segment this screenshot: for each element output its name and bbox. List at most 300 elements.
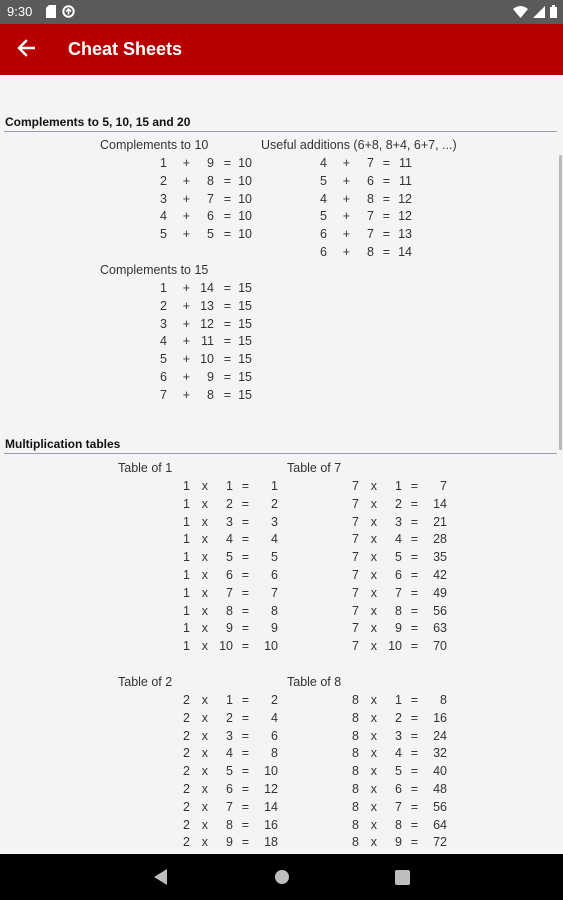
operator: x [370,799,377,814]
equals-sign: = [410,799,418,814]
equals-sign: = [410,746,418,761]
result: 2 [271,496,278,511]
operand-b: 7 [367,209,374,224]
equals-sign: = [223,370,231,384]
operand-b: 2 [395,496,402,511]
result: 5 [271,550,278,565]
equation-row [100,299,400,317]
result: 1 [271,479,278,493]
operator: x [201,585,208,600]
operand-a: 1 [160,156,167,170]
result: 14 [433,496,447,511]
operator: + [182,281,190,295]
equals-sign: = [223,173,231,188]
nav-back-button[interactable] [151,867,171,887]
operator: + [182,156,190,170]
result: 32 [433,746,447,761]
equals-sign: = [410,639,418,654]
nav-recents-button[interactable] [392,867,412,887]
operand-a: 2 [160,173,167,188]
equals-sign: = [382,173,390,188]
operand-b: 6 [226,782,233,796]
result: 12 [398,191,412,206]
equation-row [287,550,563,568]
equals-sign: = [241,585,249,600]
equals-sign: = [410,782,418,796]
result: 7 [440,479,447,493]
result: 10 [238,209,252,224]
equation-row [100,317,400,335]
operator: x [201,603,208,618]
equals-sign: = [223,209,231,224]
equals-sign: = [223,156,231,170]
operand-b: 2 [226,496,233,511]
equals-sign: = [241,532,249,547]
operand-b: 7 [226,799,233,814]
equals-sign: = [410,568,418,582]
equation-row [287,639,563,657]
operand-a: 6 [320,227,327,242]
result: 49 [433,585,447,600]
page-title: Cheat Sheets [68,39,183,59]
operand-a: 1 [183,550,190,565]
result: 28 [433,532,447,547]
result: 63 [433,621,447,636]
operand-a: 3 [160,316,167,331]
result: 4 [271,710,278,725]
operator: x [201,799,208,814]
equals-sign: = [410,764,418,779]
result: 10 [238,227,252,242]
operand-b: 3 [226,514,233,529]
equals-sign: = [223,281,231,295]
table-title: Table of 8 [287,675,342,689]
equals-sign: = [241,835,249,850]
result: 8 [271,603,278,618]
scrollbar[interactable] [559,155,562,450]
equals-sign: = [223,191,231,206]
operator: + [182,191,190,206]
operand-a: 4 [320,156,327,170]
operator: x [370,782,377,796]
operand-a: 8 [352,835,359,850]
operand-b: 5 [207,227,214,242]
result: 13 [398,227,412,242]
operand-a: 8 [352,799,359,814]
equals-sign: = [241,710,249,725]
operator: x [201,621,208,636]
operator: x [201,479,208,493]
operand-b: 1 [226,693,233,707]
operand-a: 5 [160,352,167,367]
equals-sign: = [410,693,418,707]
result: 15 [238,316,252,331]
equation-row [100,281,400,299]
table-title: Table of 7 [287,461,342,475]
wifi-icon [513,6,528,21]
operator: x [370,532,377,547]
operand-b: 13 [200,298,214,313]
operand-a: 7 [352,603,359,618]
equals-sign: = [410,496,418,511]
operator: + [342,191,350,206]
operator: x [201,782,208,796]
operand-b: 1 [395,693,402,707]
result: 15 [238,298,252,313]
result: 14 [398,245,412,259]
equals-sign: = [241,479,249,493]
operand-a: 7 [352,585,359,600]
operand-a: 8 [352,782,359,796]
result: 48 [433,782,447,796]
result: 9 [271,621,278,636]
equals-sign: = [410,621,418,636]
section-title-multiplication: Multiplication tables [5,437,121,451]
operand-b: 2 [395,710,402,725]
result: 70 [433,639,447,654]
operand-a: 7 [352,621,359,636]
operand-a: 1 [183,496,190,511]
result: 15 [238,334,252,349]
result: 8 [440,693,447,707]
operand-b: 10 [388,639,402,654]
equals-sign: = [410,710,418,725]
equals-sign: = [223,334,231,349]
result: 72 [433,835,447,850]
equation-row [287,693,563,711]
operand-b: 6 [226,568,233,582]
operator: x [370,550,377,565]
operand-b: 6 [207,209,214,224]
signal-icon [533,6,545,21]
operand-a: 1 [183,639,190,654]
result: 40 [433,764,447,779]
result: 42 [433,568,447,582]
equation-row [287,764,563,782]
operand-b: 5 [395,764,402,779]
equals-sign: = [410,550,418,565]
operand-b: 4 [395,532,402,547]
navigation-bar [0,854,563,900]
operand-a: 6 [160,370,167,384]
operand-b: 7 [207,191,214,206]
result: 3 [271,514,278,529]
operand-a: 2 [183,835,190,850]
operand-a: 4 [320,191,327,206]
result: 56 [433,603,447,618]
table-title: Complements to 10 [100,138,209,152]
sd-card-icon [46,5,56,21]
operator: x [370,639,377,654]
equals-sign: = [223,316,231,331]
data-saver-icon [62,5,75,21]
equals-sign: = [223,298,231,313]
result: 21 [433,514,447,529]
result: 11 [399,156,412,170]
equals-sign: = [410,479,418,493]
operand-a: 7 [160,387,167,402]
operator: x [201,568,208,582]
operator: x [201,693,208,707]
operand-b: 8 [207,173,214,188]
equals-sign: = [410,532,418,547]
result: 15 [238,281,252,295]
operator: + [182,209,190,224]
table-title: Complements to 15 [100,263,209,277]
equals-sign: = [410,514,418,529]
operator: x [370,693,377,707]
operand-b: 3 [395,728,402,743]
operand-b: 4 [226,532,233,547]
operand-b: 5 [226,550,233,565]
operand-a: 1 [183,603,190,618]
table-title: Table of 2 [118,675,173,689]
nav-home-icon [274,869,290,885]
equation-row [100,352,400,370]
result: 16 [264,817,278,832]
nav-home-button[interactable] [272,867,292,887]
equation-row [261,245,561,263]
app-bar [0,24,563,75]
operator: + [182,370,190,384]
operand-b: 12 [200,316,214,331]
operand-b: 1 [395,479,402,493]
operand-b: 6 [395,782,402,796]
equation-row [287,746,563,764]
operator: + [342,227,350,242]
operand-a: 2 [183,746,190,761]
nav-back-icon [154,869,168,885]
operand-a: 8 [352,746,359,761]
operator: x [370,514,377,529]
result: 10 [264,639,278,654]
equation-row [261,174,561,192]
operator: + [342,245,350,259]
operand-a: 1 [183,621,190,636]
operand-a: 1 [183,568,190,582]
operand-b: 5 [395,550,402,565]
operator: x [370,479,377,493]
operator: + [342,156,350,170]
operand-a: 8 [352,817,359,832]
operand-a: 7 [352,639,359,654]
operand-a: 2 [183,799,190,814]
result: 64 [433,817,447,832]
operand-b: 7 [226,585,233,600]
operator: x [370,817,377,832]
operand-a: 8 [352,728,359,743]
operator: + [342,173,350,188]
operand-a: 7 [352,479,359,493]
result: 6 [271,568,278,582]
equals-sign: = [241,514,249,529]
result: 11 [399,173,412,188]
operand-b: 9 [395,835,402,850]
status-bar [0,0,563,24]
battery-icon [550,5,557,21]
equation-row [287,497,563,515]
equals-sign: = [410,835,418,850]
operator: x [370,835,377,850]
operand-b: 8 [395,817,402,832]
equation-row [287,782,563,800]
nav-recents-icon [395,870,410,885]
operand-a: 1 [183,479,190,493]
operand-b: 8 [367,245,374,259]
operand-a: 1 [183,532,190,547]
equals-sign: = [410,728,418,743]
result: 6 [271,728,278,743]
equation-row [287,515,563,533]
equation-row [287,586,563,604]
operand-a: 2 [183,782,190,796]
operator: x [370,710,377,725]
operand-b: 7 [367,156,374,170]
operand-a: 6 [320,245,327,259]
result: 8 [271,746,278,761]
operand-b: 8 [207,387,214,402]
section-divider [4,131,557,132]
operand-b: 8 [226,603,233,618]
operand-b: 7 [367,227,374,242]
operand-b: 5 [226,764,233,779]
operator: x [370,621,377,636]
operator: + [182,227,190,242]
operand-b: 14 [200,281,214,295]
result: 56 [433,799,447,814]
equation-row [287,818,563,836]
equation-row [261,156,561,174]
operand-a: 2 [183,693,190,707]
result: 12 [398,209,412,224]
operator: x [370,568,377,582]
operator: x [201,496,208,511]
equation-row [287,532,563,550]
operand-a: 4 [160,209,167,224]
operand-a: 2 [160,298,167,313]
operand-b: 4 [226,746,233,761]
operand-b: 9 [226,621,233,636]
operand-a: 8 [352,710,359,725]
equation-row [287,835,563,853]
operand-a: 7 [352,496,359,511]
equals-sign: = [382,191,390,206]
operator: + [182,298,190,313]
result: 35 [433,550,447,565]
operator: x [370,728,377,743]
equals-sign: = [382,227,390,242]
equals-sign: = [241,568,249,582]
operator: x [201,514,208,529]
equation-row [287,604,563,622]
operator: x [201,550,208,565]
equals-sign: = [241,621,249,636]
back-button[interactable] [12,36,40,64]
result: 7 [271,585,278,600]
operand-b: 9 [207,156,214,170]
operand-b: 9 [207,370,214,384]
equation-row [287,711,563,729]
operand-a: 1 [183,514,190,529]
operand-b: 4 [395,746,402,761]
operand-a: 5 [160,227,167,242]
operand-a: 5 [320,209,327,224]
arrow-back-icon [17,39,35,62]
operand-a: 2 [183,710,190,725]
operator: + [182,387,190,402]
operator: x [370,603,377,618]
operand-b: 11 [201,334,214,349]
equals-sign: = [241,496,249,511]
operand-a: 3 [160,191,167,206]
operand-a: 7 [352,550,359,565]
operator: x [201,746,208,761]
operand-a: 1 [160,281,167,295]
operator: x [201,728,208,743]
operator: x [201,532,208,547]
operand-b: 8 [367,191,374,206]
operator: x [201,835,208,850]
result: 12 [264,782,278,796]
operand-b: 3 [395,514,402,529]
operator: + [342,209,350,224]
operator: x [370,764,377,779]
operand-b: 7 [395,585,402,600]
operator: x [201,764,208,779]
operator: x [370,746,377,761]
operator: x [201,817,208,832]
equals-sign: = [223,352,231,367]
equation-row [100,388,400,406]
equation-row [261,192,561,210]
equation-row [287,479,563,497]
equals-sign: = [241,782,249,796]
operand-a: 2 [183,764,190,779]
operand-a: 7 [352,532,359,547]
result: 10 [238,173,252,188]
operator: + [182,352,190,367]
equals-sign: = [241,639,249,654]
equals-sign: = [241,746,249,761]
operand-a: 4 [160,334,167,349]
equals-sign: = [241,693,249,707]
equation-row [100,334,400,352]
operand-a: 2 [183,817,190,832]
result: 10 [264,764,278,779]
equals-sign: = [241,728,249,743]
operand-b: 6 [395,568,402,582]
cheat-sheet-content[interactable] [0,75,563,854]
operand-a: 8 [352,764,359,779]
equals-sign: = [382,245,390,259]
result: 10 [238,191,252,206]
operator: x [370,585,377,600]
operator: + [182,334,190,349]
equals-sign: = [241,799,249,814]
equation-row [261,227,561,245]
result: 15 [238,370,252,384]
operand-a: 7 [352,514,359,529]
operator: + [182,316,190,331]
equals-sign: = [382,209,390,224]
operand-b: 8 [395,603,402,618]
section-title-complements: Complements to 5, 10, 15 and 20 [5,115,191,129]
result: 18 [264,835,278,850]
result: 10 [238,156,252,170]
operand-b: 2 [226,710,233,725]
equals-sign: = [241,817,249,832]
operand-b: 6 [367,173,374,188]
